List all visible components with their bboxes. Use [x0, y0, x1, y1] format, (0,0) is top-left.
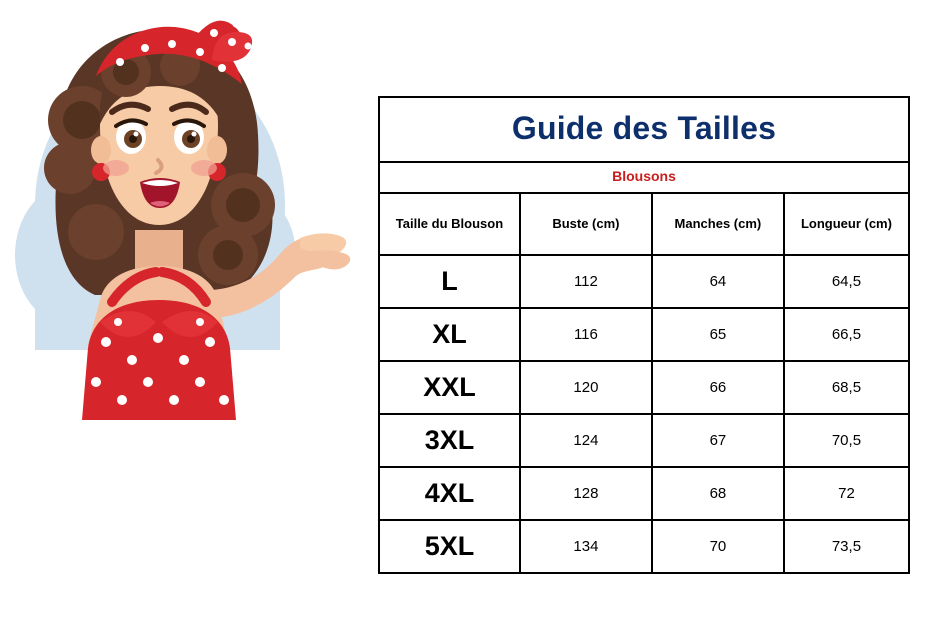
cell-bust: 120	[520, 361, 652, 414]
size-guide-title-row	[380, 98, 908, 163]
cell-size: 3XL	[380, 414, 520, 467]
table-row	[380, 414, 908, 467]
cell-sleeves: 65	[652, 308, 784, 361]
cell-bust: 134	[520, 520, 652, 572]
pinup-woman-illustration	[0, 0, 370, 640]
cell-sleeves: 70	[652, 520, 784, 572]
cell-bust: 112	[520, 255, 652, 308]
cell-size: 5XL	[380, 520, 520, 572]
table-header-row	[380, 194, 908, 255]
cell-bust: 128	[520, 467, 652, 520]
column-header-sleeves: Manches (cm)	[652, 194, 784, 255]
garment-type-label: Blousons	[612, 168, 676, 184]
cell-bust: 124	[520, 414, 652, 467]
cell-bust: 116	[520, 308, 652, 361]
page-title: Guide des Tailles	[511, 110, 777, 146]
table-row	[380, 467, 908, 520]
cell-sleeves: 68	[652, 467, 784, 520]
table-row	[380, 308, 908, 361]
column-header-bust: Buste (cm)	[520, 194, 652, 255]
column-header-length: Longueur (cm)	[784, 194, 908, 255]
measurements-table	[380, 194, 908, 572]
cell-size: XL	[380, 308, 520, 361]
cell-size: 4XL	[380, 467, 520, 520]
table-row	[380, 361, 908, 414]
cell-length: 72	[784, 467, 908, 520]
table-row	[380, 520, 908, 572]
column-header-size: Taille du Blouson	[380, 194, 520, 255]
cell-length: 66,5	[784, 308, 908, 361]
size-guide-subtitle-row	[380, 163, 908, 194]
cell-sleeves: 67	[652, 414, 784, 467]
cell-length: 68,5	[784, 361, 908, 414]
cell-length: 64,5	[784, 255, 908, 308]
cell-length: 70,5	[784, 414, 908, 467]
table-row	[380, 255, 908, 308]
cell-size: L	[380, 255, 520, 308]
cell-length: 73,5	[784, 520, 908, 572]
cell-sleeves: 64	[652, 255, 784, 308]
size-guide-table	[378, 96, 910, 574]
cell-sleeves: 66	[652, 361, 784, 414]
cell-size: XXL	[380, 361, 520, 414]
